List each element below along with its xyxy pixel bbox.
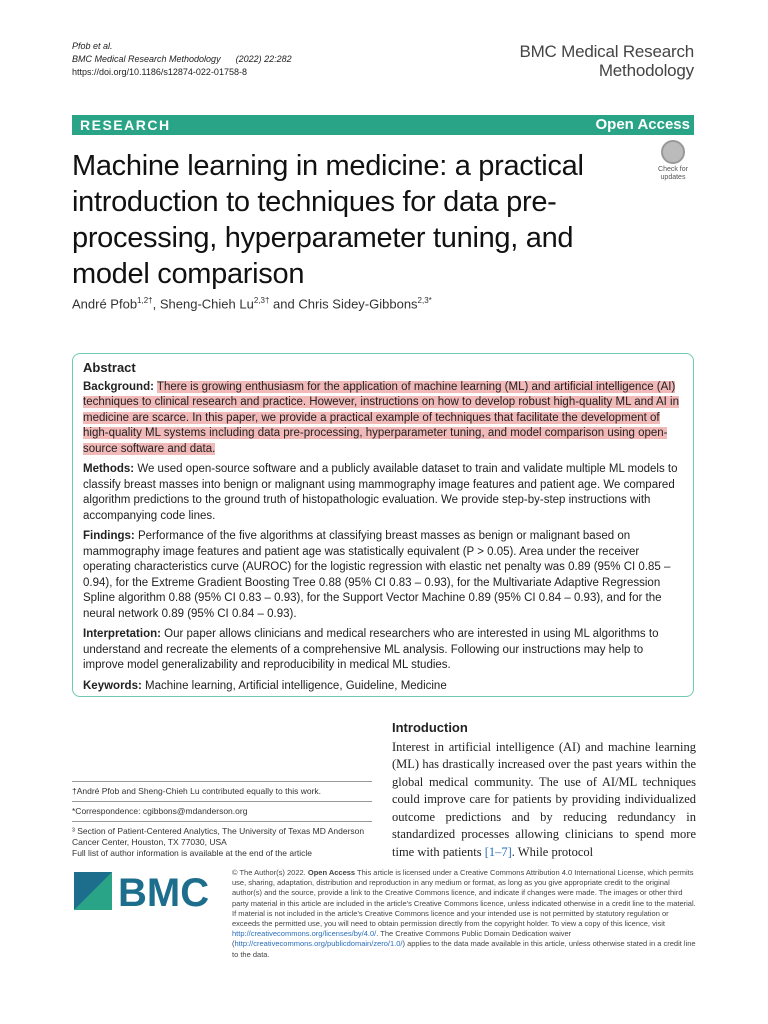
introduction-text-end: . While protocol [511, 844, 594, 859]
author-affil: 2,3* [417, 296, 432, 305]
doi-link[interactable]: https://doi.org/10.1186/s12874-022-01758-8 [72, 67, 247, 77]
introduction-section [392, 719, 696, 861]
license-mid: . The Creative Commons Public Domain Dedication waiver ( [232, 929, 572, 949]
background-label: Background: [83, 380, 154, 393]
author-separator: , [152, 296, 160, 312]
abstract-keywords [83, 679, 683, 695]
introduction-text: Interest in artificial intelligence (AI) and machine learning (ML) has drastically increased over the past years within the global medical community. The use of AI/ML techniques could improve care for patients by providing individualized outcome predictions and by reducing redundancy in standardized processes allowing clinicians to spend more time with patients [392, 739, 696, 859]
footnote-affiliation: ³ Section of Patient-Centered Analytics, The University of Texas MD Anderson Cancer Center, Houston, TX 77030, USA [72, 826, 365, 847]
authors-short: Pfob et al. [72, 41, 113, 51]
findings-text: Performance of the five algorithms at classifying breast masses as benign or malignant based on mammography image features and patient age was statistically equivalent (P > 0.05). Area under the receiver operating characteristics curve (AUROC) for the logistic regression with elastic net penalty was 0.89 (95% CI 0.85 – 0.94), for the Extreme Gradient Boosting Tree 0.88 (95% CI 0.83 – 0.93), for the Multivariate Adaptive Regression Spline algorithm 0.88 (95% CI 0.83 – 0.93), for the Support Vector Machine 0.89 (95% CI 0.84 – 0.93), and for the neural network 0.89 (95% CI 0.84 – 0.93). [83, 530, 671, 620]
footnote-divider [72, 781, 372, 782]
license-text [232, 868, 696, 960]
abstract-findings [83, 529, 683, 622]
article-meta [72, 40, 292, 79]
abstract-interpretation [83, 627, 683, 674]
license-body: This article is licensed under a Creative Commons Attribution 4.0 International License, which permits use, sharing, adaptation, distribution and reproduction in any medium or format, as long as you give appropriate credit to the original author(s) and the source, provide a link to the Creative Commons licence, and indicate if changes were made. The images or other third party material in this article are included in the article's Creative Commons licence, unless indicated otherwise in a credit line to the material. If material is not included in the article's Creative Commons licence and your intended use is not permitted by statutory regulation or exceeds the permitted use, you will need to obtain permission directly from the copyright holder. To view a copy of this licence, visit [232, 868, 696, 929]
findings-label: Findings: [83, 530, 135, 542]
methods-text: We used open-source software and a publicly available dataset to train and validate multiple ML models to classify breast masses into benign or malignant using mammography image features and patient age. We compared algorithm predictions to the ground truth of histopathologic evaluation. We provide step-by-step instructions with accompanying code lines. [83, 463, 678, 522]
article-type-label: RESEARCH [80, 117, 171, 133]
footnote-divider [72, 821, 372, 822]
footnote-divider [72, 801, 372, 802]
introduction-heading: Introduction [392, 720, 468, 735]
author-name[interactable]: Sheng-Chieh Lu [159, 296, 254, 312]
keywords-text: Machine learning, Artificial intelligence, Guideline, Medicine [145, 679, 447, 692]
author-list [72, 296, 432, 311]
journal-name [519, 42, 694, 80]
license-prefix: © The Author(s) 2022. [232, 868, 306, 877]
license-end: ) applies to the data made available in this article, unless otherwise stated in a credit line to the data. [232, 939, 696, 959]
author-name[interactable]: Chris Sidey-Gibbons [298, 296, 418, 312]
footnote-correspondence[interactable]: *Correspondence: cgibbons@mdanderson.org [72, 806, 248, 816]
footnotes [72, 777, 372, 859]
article-type-banner [72, 115, 694, 135]
bmc-logo [74, 872, 214, 912]
page-title: Machine learning in medicine: a practical introduction to techniques for data pre-processing, hyperparameter tuning, and model comparison [72, 150, 584, 290]
journal-name-line1: BMC Medical Research [519, 42, 694, 61]
check-updates-line1: Check for [658, 166, 688, 173]
public-domain-link[interactable]: http://creativecommons.org/publicdomain/zero/1.0/ [234, 939, 403, 949]
check-for-updates-button[interactable] [652, 140, 694, 182]
abstract-box [72, 353, 694, 697]
interpretation-label: Interpretation: [83, 628, 161, 640]
author-affil: 1,2† [137, 296, 153, 305]
journal-volume: (2022) 22:282 [235, 54, 292, 64]
author-name[interactable]: André Pfob [72, 296, 138, 312]
check-updates-icon [661, 140, 685, 164]
footnote-full-list: Full list of author information is available at the end of the article [72, 848, 313, 858]
license-link[interactable]: http://creativecommons.org/licenses/by/4.0/ [232, 929, 377, 939]
author-separator: and [269, 296, 299, 312]
abstract-background [83, 380, 683, 458]
journal-ref [72, 53, 292, 66]
footnote-equal-contribution: †André Pfob and Sheng-Chieh Lu contributed equally to this work. [72, 786, 322, 796]
citation-link[interactable]: [1–7] [484, 844, 512, 859]
journal-ref-name: BMC Medical Research Methodology [72, 54, 221, 64]
interpretation-text: Our paper allows clinicians and medical researchers who are interested in using ML algorithms to understand and recreate the elements of a comprehensive ML analysis. Following our instructions may help to improve model generalizability and reproducibility in medical ML studies. [83, 628, 659, 671]
abstract-methods [83, 462, 683, 524]
author-affil: 2,3† [253, 296, 270, 305]
abstract-heading: Abstract [83, 360, 136, 375]
keywords-label: Keywords: [83, 679, 142, 692]
bmc-logo-text: BMC [118, 872, 210, 912]
background-text: using open-source software and data. [83, 427, 668, 455]
background-highlight-2: pre-processing, hyperparameter tuning, and model comparison [280, 427, 605, 439]
license-open-access: Open Access [307, 868, 356, 877]
methods-label: Methods: [83, 463, 135, 475]
journal-name-line2: Methodology [598, 61, 694, 80]
background-highlight-1: There is growing enthusiasm for the application of machine learning (ML) and artificial intelligence (AI) techniques to clinical research and practice. However, instructions on how to develop robust high-quality ML and AI in medicine are scarce. In this paper, we provide a practical example of techniques that facilitate the development of high-quality ML systems including data [83, 380, 679, 439]
open-access-label: Open Access [595, 116, 690, 133]
check-updates-line2: updates [660, 174, 686, 181]
